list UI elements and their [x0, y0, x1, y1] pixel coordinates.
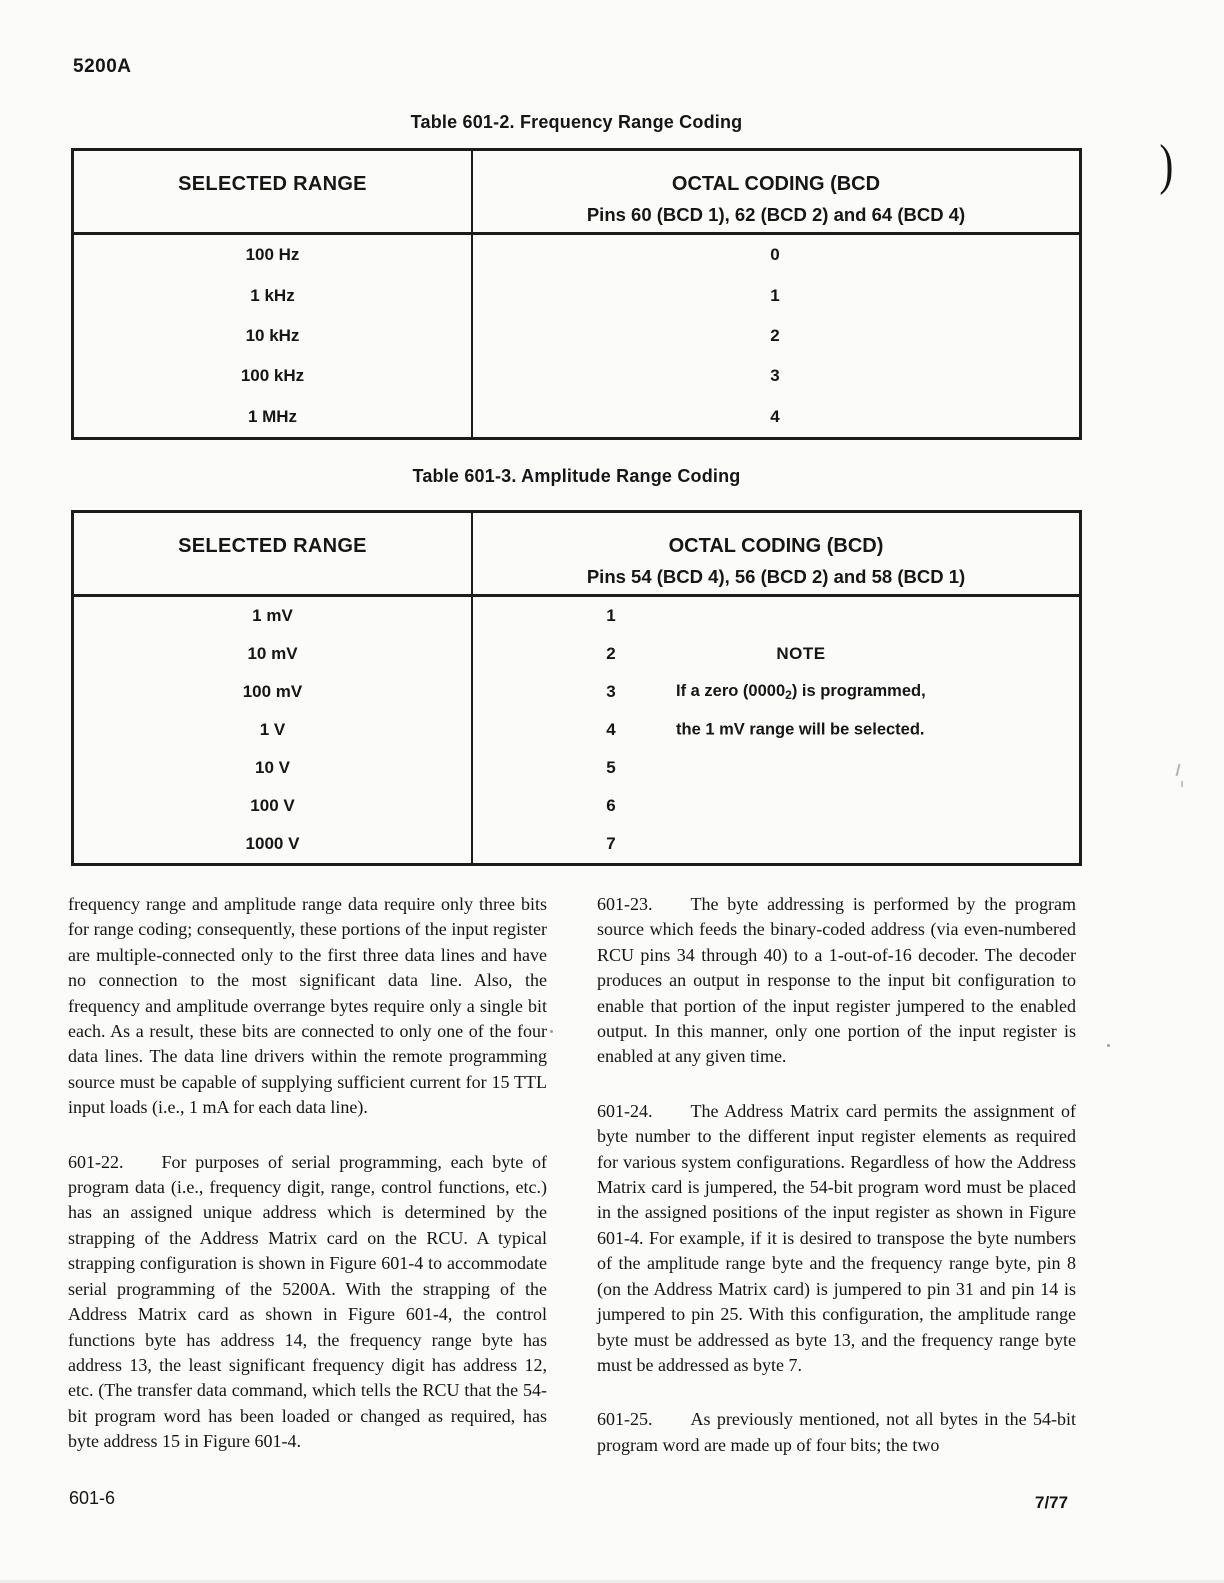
octal-code: 7 — [606, 834, 616, 853]
code-cell — [471, 711, 1079, 749]
octal-code: 2 — [770, 325, 780, 345]
paragraph-text: For purposes of serial programming, each byte of program data (i.e., frequency digit, range, control functions, etc.) has an assigned unique address which is determined by the strapping of the Address Matrix card on the RCU. A typical strapping configuration is shown in Figure 601-4 to accommodate serial programming of the 5200A. With the strapping of the Address Matrix card as shown in Figure 601-4, the control functions byte has address 14, the frequency range byte has address 13, the least significant frequency digit has address 12, etc. (The transfer data command, which tells the RCU that the 54-bit program word has been loaded or changed as required, has byte address 15 in Figure 601-4. — [68, 1151, 547, 1452]
paragraph-number: 601-23. — [597, 894, 653, 914]
paragraph-601-22 — [68, 1150, 547, 1455]
table-601-2-title: Table 601-2. Frequency Range Coding — [410, 112, 743, 132]
octal-code: 6 — [606, 796, 616, 815]
table-row — [74, 749, 1079, 787]
range-cell: 1 mV — [252, 606, 293, 625]
paragraph-text: The byte addressing is performed by the program source which feeds the binary-coded address (via even-numbered RCU pins 34 through 40) to a 1-out-of-16 decoder. The decoder produces an output in response to the input bit configuration to enable that portion of the input register jumpered to the enabled output. In this manner, only one portion of the input register is enabled at any given time. — [597, 894, 1076, 1067]
range-cell: 100 mV — [242, 682, 303, 701]
paragraph-number: 601-25. — [597, 1409, 653, 1430]
range-cell: 100 kHz — [240, 366, 305, 386]
table-601-3-title: Table 601-3. Amplitude Range Coding — [412, 466, 741, 486]
table-row — [74, 711, 1079, 749]
range-cell: 1 V — [259, 720, 286, 739]
scan-artifact-tick — [1181, 781, 1183, 787]
table-row — [74, 673, 1079, 711]
octal-code: 3 — [606, 682, 616, 701]
table-row — [74, 787, 1079, 825]
scan-artifact-dot — [550, 1030, 553, 1033]
table-row — [74, 825, 1079, 863]
note-line-1-pre: If a zero (0000 — [676, 682, 786, 700]
table-601-2 — [71, 148, 1082, 440]
range-cell: 10 V — [255, 758, 290, 777]
paragraph-text: frequency range and amplitude range data require only three bits for range coding; consequently, these portions of the input register are multiple-connected only to the first three data lines and have no connection to the most significant data line. Also, the frequency and amplitude overrange bytes require only a single bit each. As a result, these bits are connected to only one of the four data lines. The data line drivers within the remote programming source must be capable of supplying sufficient current for 15 TTL input loads (i.e., 1 mA for each data line). — [68, 894, 547, 1118]
range-cell: 1 kHz — [250, 285, 295, 305]
paragraph-text: As previously mentioned, not all bytes in the 54-bit program word are made up of four bits; the two — [597, 1409, 1076, 1455]
code-cell — [471, 397, 1079, 437]
paragraph-601-23 — [597, 892, 1076, 1070]
range-cell: 1000 V — [245, 834, 300, 853]
range-cell: 100 Hz — [245, 245, 300, 265]
table-row — [74, 235, 1079, 275]
table-601-2-header-row — [74, 151, 1079, 235]
code-cell — [471, 356, 1079, 396]
table-601-3-header-row — [74, 513, 1079, 597]
code-cell — [471, 275, 1079, 315]
paragraph-continuation — [68, 892, 547, 1121]
note-subscript: 2 — [785, 688, 792, 702]
table-row — [74, 635, 1079, 673]
range-cell: 10 kHz — [245, 325, 300, 345]
octal-code: 4 — [606, 720, 616, 739]
table-601-3-col2-header-line2: Pins 54 (BCD 4), 56 (BCD 2) and 58 (BCD 1) — [586, 566, 966, 587]
table-row — [74, 356, 1079, 396]
table-row — [74, 597, 1079, 635]
body-column-right — [597, 892, 1076, 1487]
code-cell — [471, 235, 1079, 275]
octal-code: 0 — [770, 245, 780, 265]
table-601-2-col2-header-line1: OCTAL CODING (BCD — [671, 173, 881, 195]
table-601-3-col1-header: SELECTED RANGE — [178, 535, 367, 557]
octal-code: 2 — [606, 644, 616, 663]
octal-code: 4 — [770, 406, 780, 426]
code-cell — [471, 635, 1079, 673]
revision-date: 7/77 — [1035, 1493, 1069, 1512]
octal-code: 5 — [606, 758, 616, 777]
note-line-1 — [676, 682, 966, 702]
code-cell — [471, 787, 1079, 825]
paragraph-number: 601-22. — [68, 1151, 124, 1172]
range-cell: 1 MHz — [247, 406, 298, 426]
code-cell — [471, 749, 1079, 787]
scan-artifact-tick — [1176, 764, 1181, 776]
body-column-left — [68, 892, 547, 1484]
paragraph-601-24 — [597, 1099, 1076, 1378]
paragraph-601-25 — [597, 1407, 1076, 1458]
table-601-2-col2-header-line2: Pins 60 (BCD 1), 62 (BCD 2) and 64 (BCD 4) — [586, 204, 966, 225]
table-row — [74, 397, 1079, 437]
page-number: 601-6 — [69, 1488, 116, 1508]
table-601-3-col2-header-line1: OCTAL CODING (BCD) — [668, 535, 884, 557]
code-cell — [471, 316, 1079, 356]
range-cell: 100 V — [250, 796, 295, 815]
octal-code: 1 — [606, 606, 616, 625]
code-cell — [471, 673, 1079, 711]
scan-artifact-paren: ) — [1159, 134, 1174, 196]
paragraph-text: The Address Matrix card permits the assignment of byte number to the different input register elements as required for various system configurations. Regardless of how the Address Matrix card is jumpered, the 54-bit program word must be placed in the assigned positions of the input register as shown in Figure 601-4. For example, if it is desired to transpose the byte numbers of the amplitude range byte and the frequency range byte, pin 8 (on the Address Matrix card) is jumpered to pin 31 and pin 14 is jumpered to pin 25. With this configuration, the amplitude range byte must be addressed as byte 13, and the frequency range byte must be addressed as byte 7. — [597, 1100, 1076, 1375]
table-601-3-col2-header — [473, 535, 1079, 588]
scan-artifact-dot — [1107, 1044, 1110, 1047]
note-line-2: the 1 mV range will be selected. — [676, 720, 925, 739]
page-header-model: 5200A — [73, 56, 132, 77]
octal-code: 1 — [770, 285, 780, 305]
octal-code: 3 — [770, 366, 780, 386]
paragraph-number: 601-24. — [597, 1100, 653, 1121]
table-601-2-col1-header: SELECTED RANGE — [178, 173, 367, 195]
table-row — [74, 275, 1079, 315]
note-line-1-post: ) is programmed, — [791, 682, 926, 700]
note-heading: NOTE — [776, 644, 826, 663]
table-601-2-col2-header — [473, 173, 1079, 226]
range-cell: 10 mV — [247, 644, 298, 663]
table-row — [74, 316, 1079, 356]
code-cell — [471, 825, 1079, 863]
code-cell — [471, 597, 1079, 635]
table-601-3 — [71, 510, 1082, 866]
